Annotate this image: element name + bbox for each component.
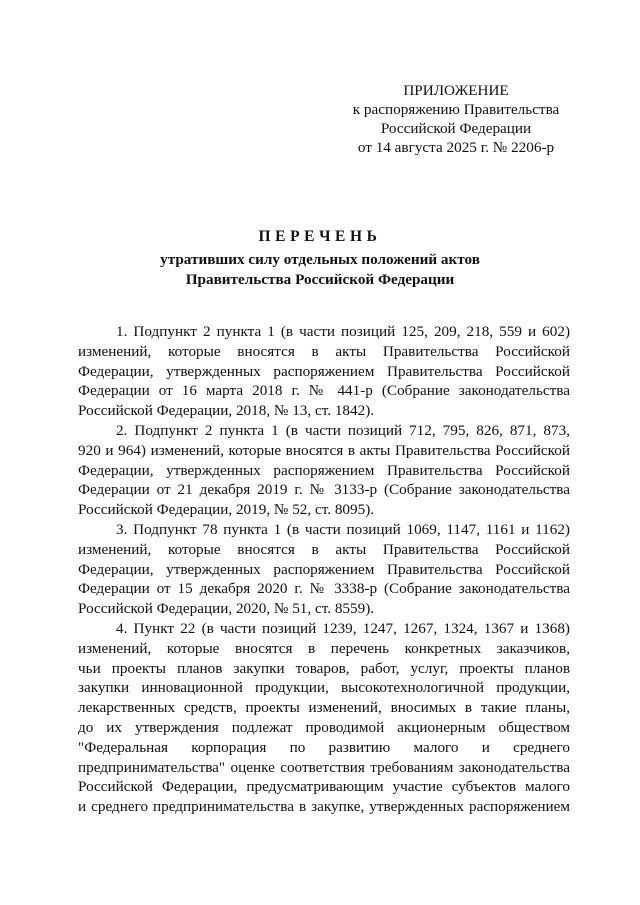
body-line: Федерации от 15 декабря 2020 г. № 3338-р (Собрание законодательства bbox=[78, 580, 570, 598]
body-line: "Федеральная корпорация по развитию малого и среднего bbox=[78, 738, 570, 756]
document-body bbox=[78, 322, 570, 817]
body-line: закупки инновационной продукции, высокотехнологичной продукции, bbox=[78, 679, 570, 697]
body-line: чьи проекты планов закупки товаров, работ, услуг, проекты планов bbox=[78, 659, 570, 677]
document-subtitle bbox=[0, 250, 640, 290]
body-line: изменений, которые вносятся в перечень конкретных заказчиков, bbox=[78, 639, 570, 657]
appendix-government: Российской Федерации bbox=[380, 120, 532, 137]
appendix-date-number: от 14 августа 2025 г. № 2206-р bbox=[357, 139, 555, 156]
body-line: Федерации от 21 декабря 2019 г. № 3133-р (Собрание законодательства bbox=[78, 481, 570, 499]
body-line: Федерации, утвержденных распоряжением Правительства Российской bbox=[78, 461, 570, 479]
body-line: и среднего предпринимательства в закупке, утвержденных распоряжением bbox=[78, 798, 570, 816]
document-title: ПЕРЕЧЕНЬ bbox=[258, 228, 382, 245]
body-line: Российской Федерации, 2020, № 51, ст. 8559). bbox=[78, 600, 375, 618]
body-line: Федерации, утвержденных распоряжением Правительства Российской bbox=[78, 560, 570, 578]
appendix-label: ПРИЛОЖЕНИЕ bbox=[403, 82, 509, 99]
body-line: изменений, которые вносятся в акты Правительства Российской bbox=[78, 540, 570, 558]
body-line: Российской Федерации, 2019, № 52, ст. 8095). bbox=[78, 501, 375, 519]
item-4-line: 4. Пункт 22 (в части позиций 1239, 1247, 1267, 1324, 1367 и 1368) bbox=[116, 619, 570, 637]
body-line: до их утверждения подлежат проводимой акционерным обществом bbox=[78, 718, 570, 736]
body-line: Российской Федерации, 2018, № 13, ст. 1842). bbox=[78, 402, 375, 420]
subtitle-line-1: утративших силу отдельных положений актов bbox=[160, 251, 480, 268]
body-line: Федерации, утвержденных распоряжением Правительства Российской bbox=[78, 362, 570, 380]
body-line: Российской Федерации, предусматривающим участие субъектов малого bbox=[78, 778, 570, 796]
item-1-line: 1. Подпункт 2 пункта 1 (в части позиций 125, 209, 218, 559 и 602) bbox=[116, 323, 570, 340]
body-line: Федерации от 16 марта 2018 г. № 441-р (Собрание законодательства bbox=[78, 382, 570, 400]
body-line: предпринимательства" оценке соответствия требованиям законодательства bbox=[78, 758, 570, 776]
item-2-line: 2. Подпункт 2 пункта 1 (в части позиций 712, 795, 826, 871, 873, bbox=[116, 421, 570, 439]
body-line: лекарственных средств, проекты изменений, вносимых в такие планы, bbox=[78, 699, 570, 717]
item-3-line: 3. Подпункт 78 пункта 1 (в части позиций 1069, 1147, 1161 и 1162) bbox=[116, 520, 570, 538]
body-line: 920 и 964) изменений, которые вносятся в акты Правительства Российской bbox=[78, 441, 570, 459]
appendix-reference: к распоряжению Правительства bbox=[352, 101, 560, 118]
subtitle-line-2: Правительства Российской Федерации bbox=[185, 271, 455, 288]
body-line: изменений, которые вносятся в акты Правительства Российской bbox=[78, 342, 570, 360]
appendix-header bbox=[330, 81, 582, 157]
